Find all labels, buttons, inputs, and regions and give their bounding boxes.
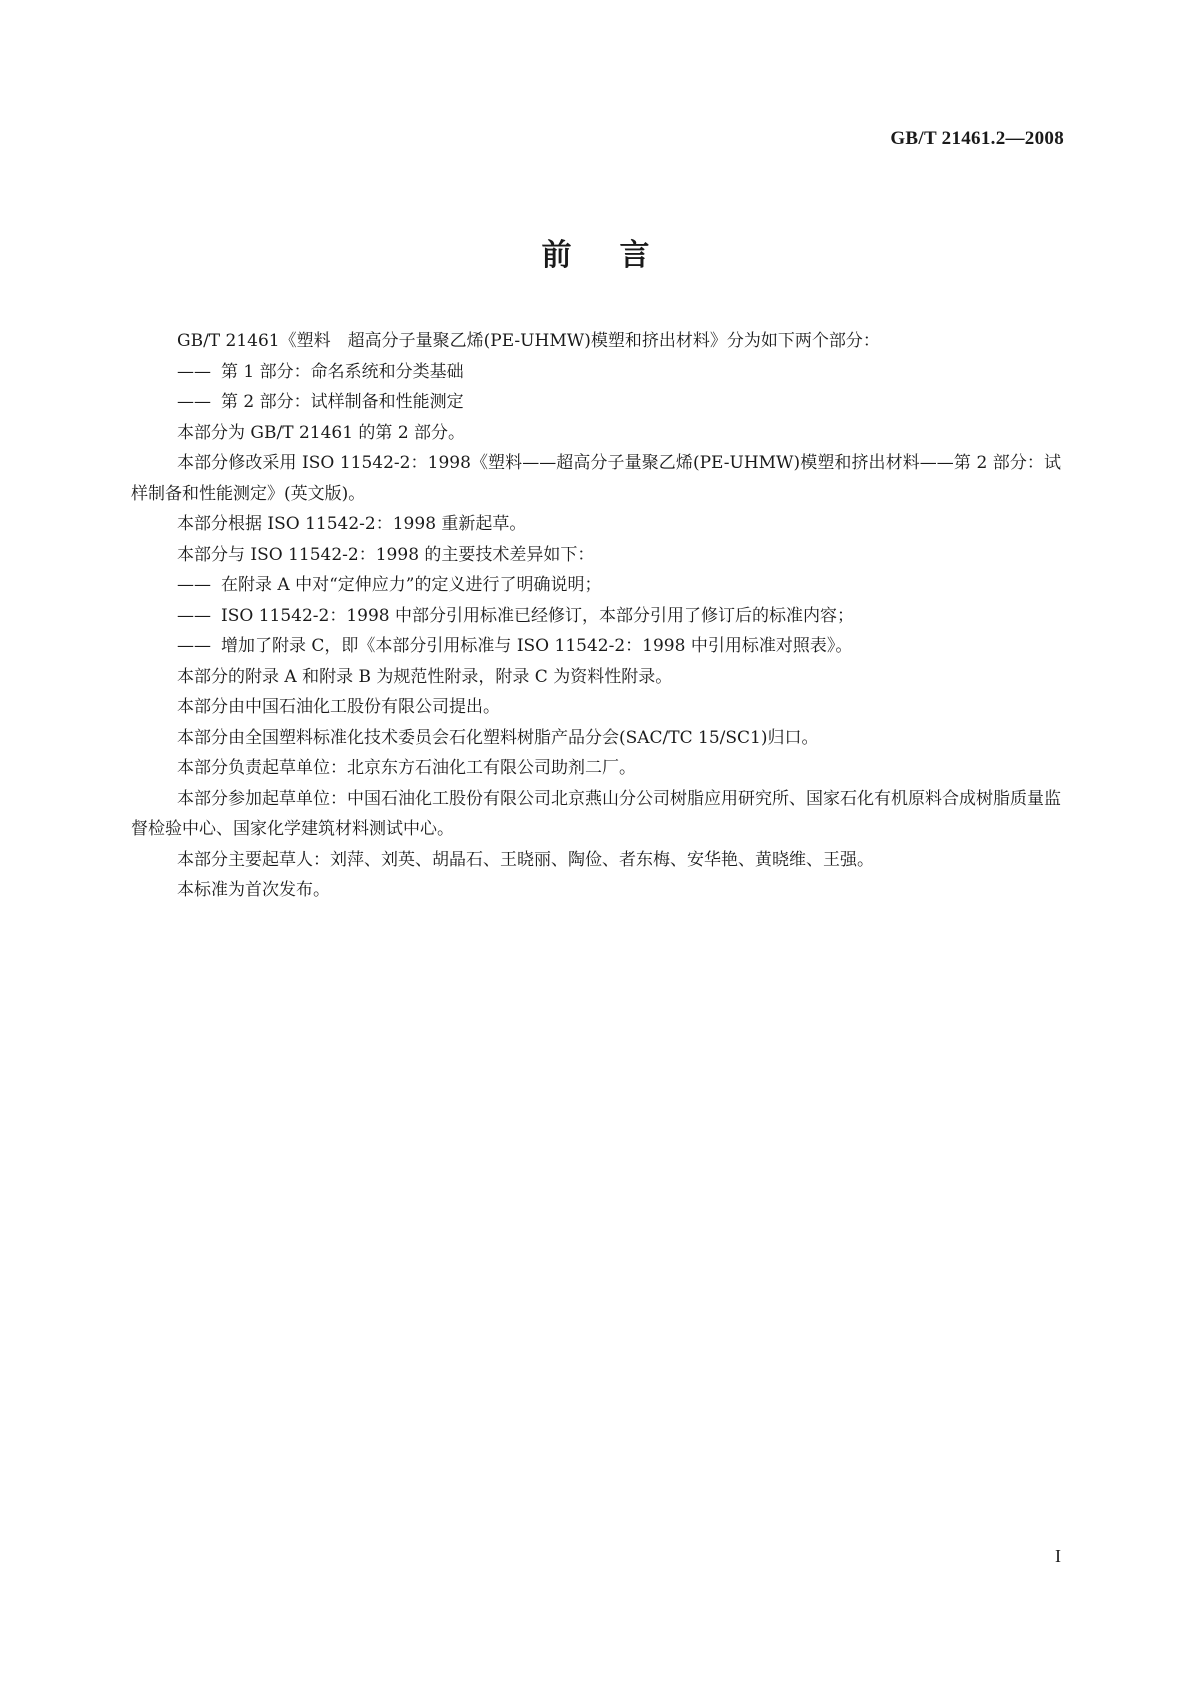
- dash-marker: ——: [177, 361, 211, 382]
- list-item: [131, 570, 1061, 601]
- dash-marker: ——: [177, 605, 211, 626]
- list-item-text: ISO 11542-2：1998 中部分引用标准已经修订，本部分引用了修订后的标准内容；: [221, 605, 855, 626]
- page-number: I: [1055, 1546, 1061, 1566]
- dash-marker: ——: [177, 636, 211, 656]
- list-item: [131, 387, 1061, 418]
- paragraph: 本部分由中国石油化工股份有限公司提出。: [177, 697, 500, 717]
- dash-marker: ——: [177, 392, 211, 412]
- paragraph: GB/T 21461《塑料 超高分子量聚乙烯(PE-UHMW)模塑和挤出材料》分为如下两个部分：: [177, 331, 880, 351]
- foreword-body: [131, 326, 1061, 906]
- list-item-text: 增加了附录 C，即《本部分引用标准与 ISO 11542-2：1998 中引用标准对照表》。: [221, 636, 853, 656]
- paragraph: 本标准为首次发布。: [177, 880, 330, 900]
- paragraph: 本部分主要起草人：刘萍、刘英、胡晶石、王晓丽、陶俭、者东梅、安华艳、黄晓维、王强。: [177, 849, 874, 870]
- paragraph: 本部分为 GB/T 21461 的第 2 部分。: [177, 422, 466, 443]
- list-item: [131, 631, 1061, 662]
- list-item-text: 第 2 部分：试样制备和性能测定: [221, 392, 464, 412]
- paragraph: 本部分修改采用 ISO 11542-2：1998《塑料——超高分子量聚乙烯(PE-UHMW)模塑和挤出材料——第 2 部分：试样制备和性能测定》(英文版)。: [131, 453, 1061, 504]
- paragraph: 本部分由全国塑料标准化技术委员会石化塑料树脂产品分会(SAC/TC 15/SC1)归口。: [177, 727, 819, 748]
- list-item-text: 在附录 A 中对“定伸应力”的定义进行了明确说明；: [221, 575, 602, 595]
- standard-number: GB/T 21461.2—2008: [890, 128, 1064, 149]
- paragraph: 本部分与 ISO 11542-2：1998 的主要技术差异如下：: [177, 544, 595, 565]
- paragraph: 本部分参加起草单位：中国石油化工股份有限公司北京燕山分公司树脂应用研究所、国家石化有机原料合成树脂质量监督检验中心、国家化学建筑材料测试中心。: [131, 788, 1061, 839]
- paragraph: 本部分根据 ISO 11542-2：1998 重新起草。: [177, 514, 527, 534]
- page-title: 前言: [541, 238, 698, 273]
- list-item: [131, 357, 1061, 388]
- list-item-text: 第 1 部分：命名系统和分类基础: [221, 361, 464, 382]
- dash-marker: ——: [177, 575, 211, 595]
- paragraph: 本部分负责起草单位：北京东方石油化工有限公司助剂二厂。: [177, 758, 636, 778]
- list-item: [131, 601, 1061, 632]
- paragraph: 本部分的附录 A 和附录 B 为规范性附录，附录 C 为资料性附录。: [177, 666, 673, 687]
